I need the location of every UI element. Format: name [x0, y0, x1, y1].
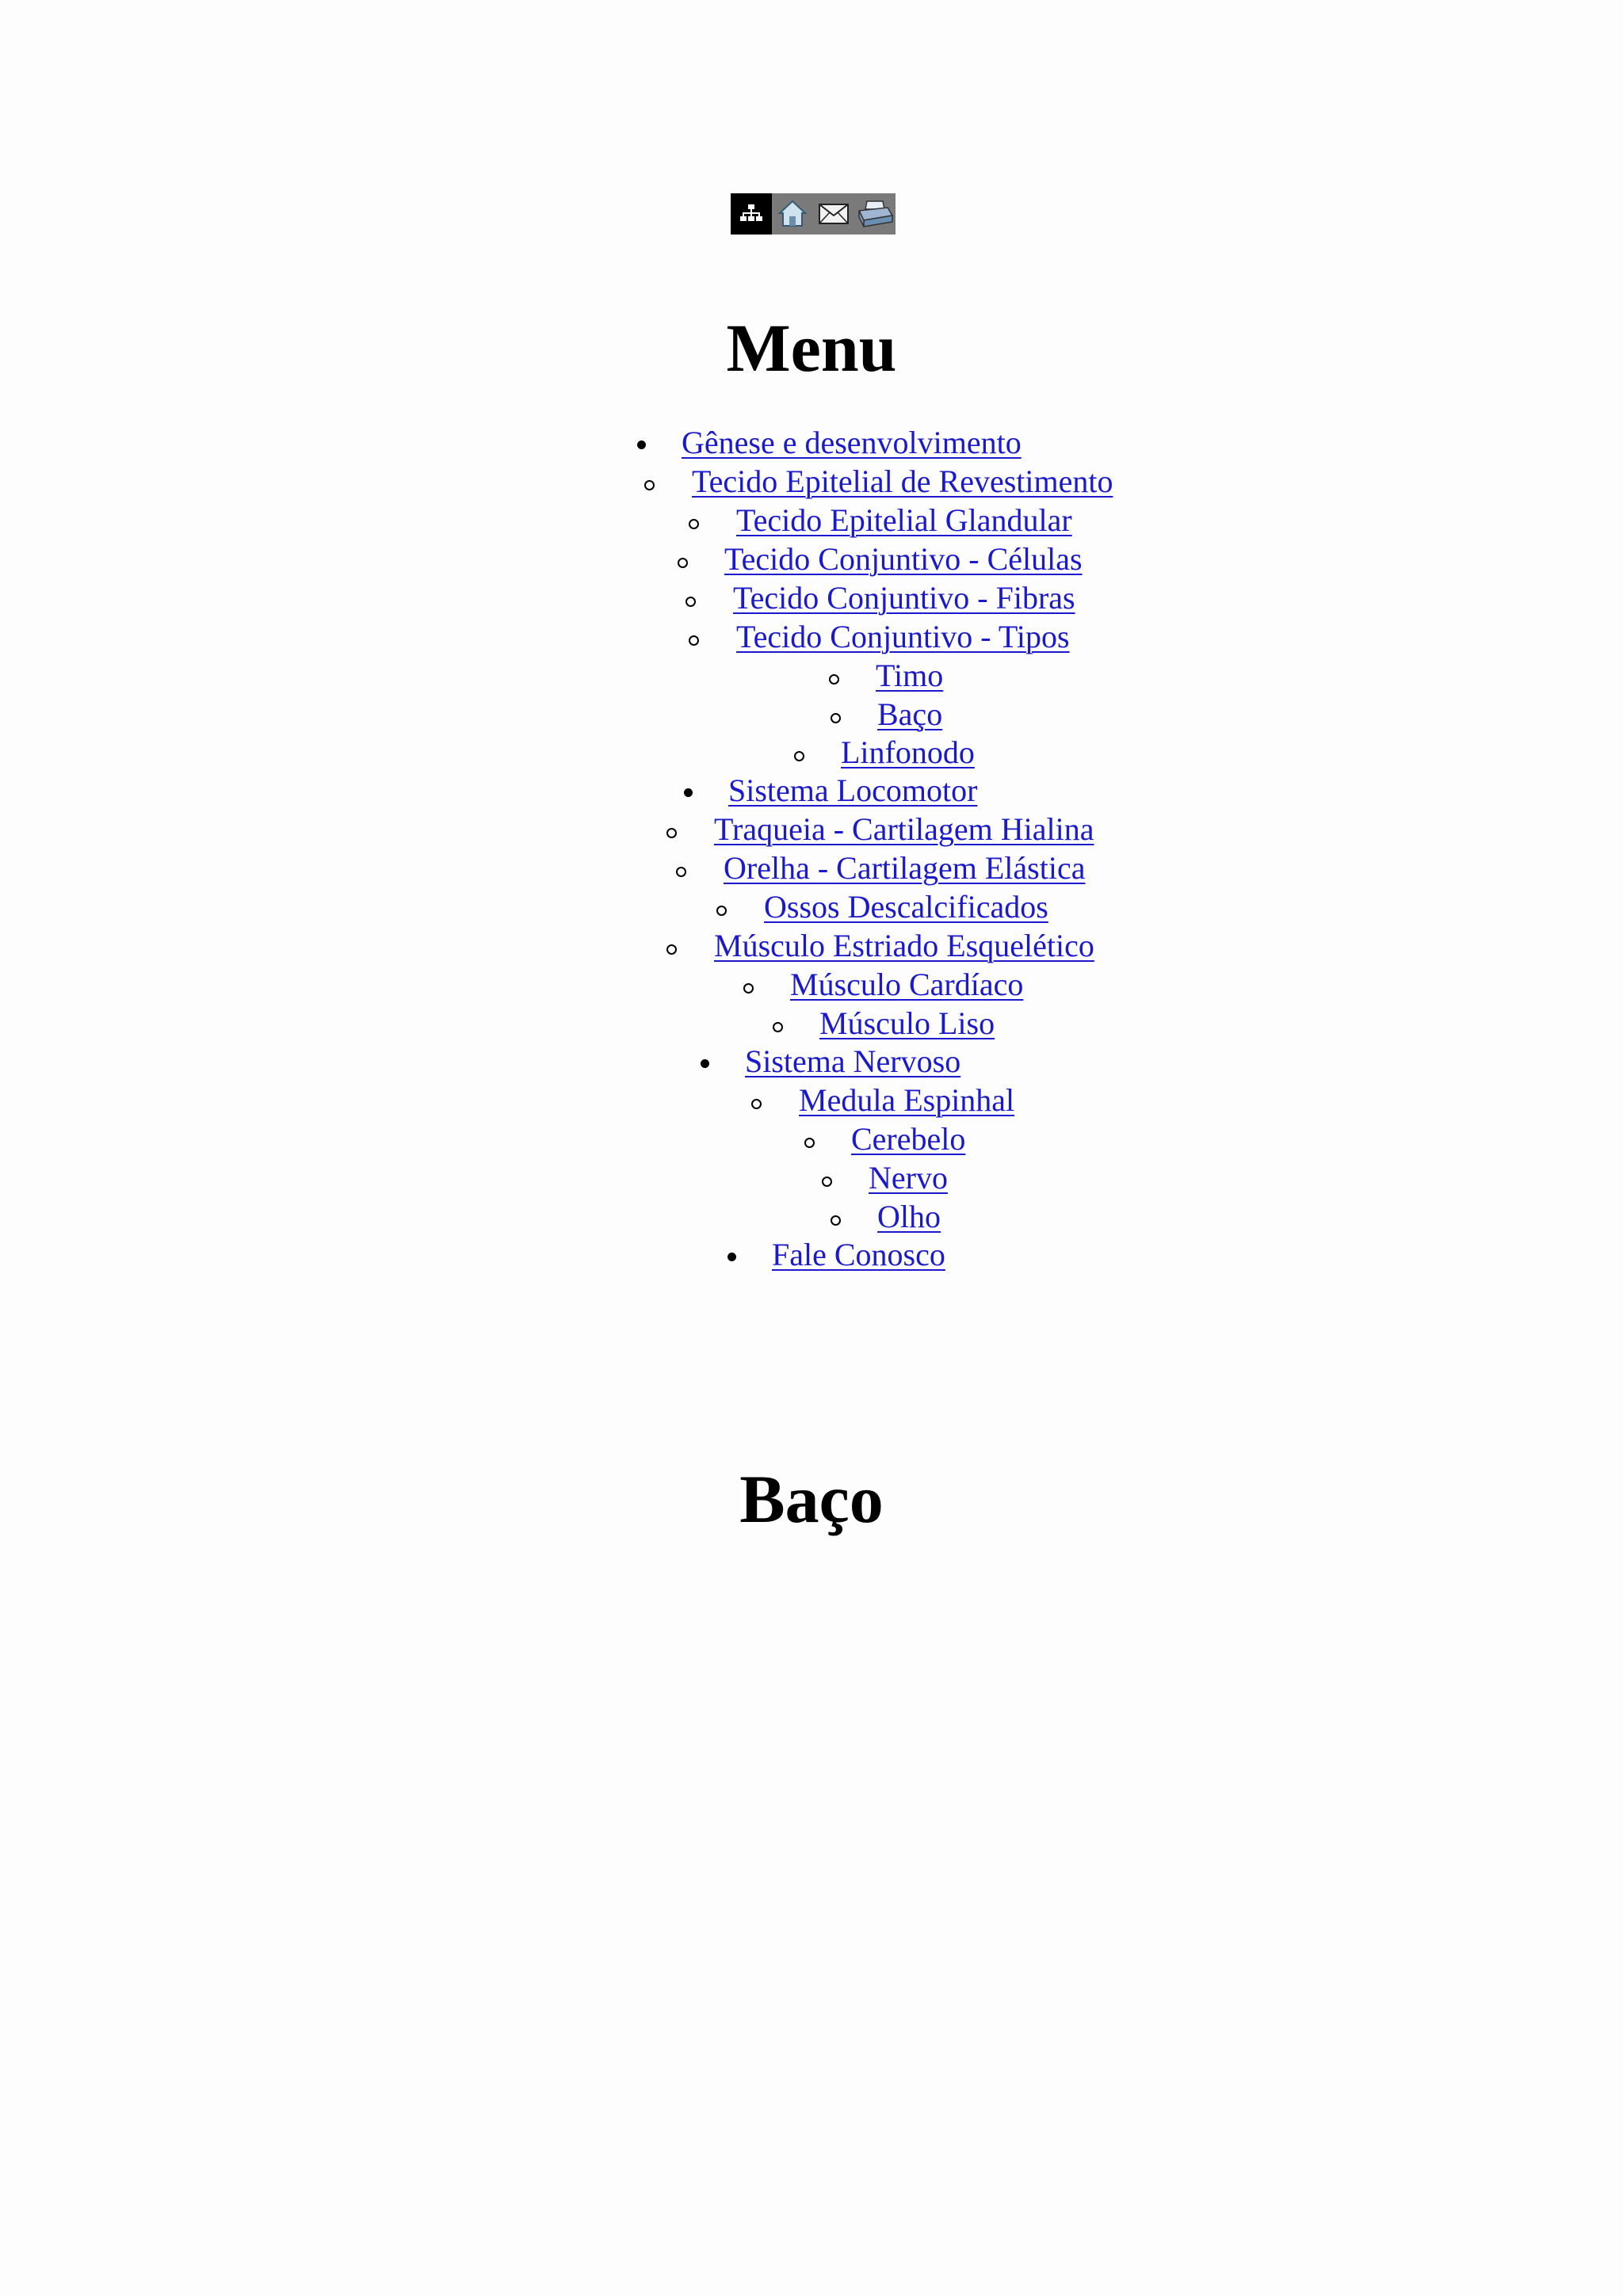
menu-item-musculo-cardiaco [738, 966, 1023, 1004]
menu-item-timo [823, 657, 943, 695]
menu-item-baco [825, 696, 942, 734]
home-button[interactable] [772, 193, 813, 235]
menu-item-sistema-locomotor [676, 772, 977, 810]
menu-link-baco[interactable]: Baço [877, 696, 943, 732]
sitemap-button[interactable] [731, 193, 772, 235]
menu-link-conjuntivo-celulas[interactable]: Tecido Conjuntivo - Células [724, 541, 1083, 577]
toolbar [731, 193, 896, 235]
menu-item-sistema-nervoso [693, 1043, 960, 1081]
mail-button[interactable] [813, 193, 854, 235]
menu-item-linfonodo [789, 734, 975, 772]
home-icon [777, 198, 808, 230]
menu-link-traqueia[interactable]: Traqueia - Cartilagem Hialina [714, 811, 1094, 847]
menu-link-tecido-epitelial-glandular[interactable]: Tecido Epitelial Glandular [736, 502, 1072, 538]
menu-link-genese[interactable]: Gênese e desenvolvimento [682, 425, 1022, 460]
menu-link-ossos[interactable]: Ossos Descalcificados [764, 889, 1048, 925]
menu-link-sistema-locomotor[interactable]: Sistema Locomotor [728, 772, 978, 808]
menu-item-medula [746, 1081, 1014, 1119]
menu-item-nervo [816, 1159, 948, 1197]
menu-item-orelha [670, 849, 1085, 887]
menu-link-linfonodo[interactable]: Linfonodo [841, 734, 975, 770]
menu-item-musculo-estriado [661, 927, 1094, 965]
menu-item-conjuntivo-fibras [680, 579, 1075, 617]
menu-item-musculo-liso [767, 1005, 995, 1043]
menu-link-medula[interactable]: Medula Espinhal [799, 1082, 1015, 1118]
menu-link-olho[interactable]: Olho [877, 1199, 941, 1234]
menu-link-tecido-epitelial-revestimento[interactable]: Tecido Epitelial de Revestimento [692, 463, 1113, 499]
menu-item-genese [629, 424, 1022, 462]
menu-item-fale-conosco [720, 1236, 945, 1274]
menu-link-sistema-nervoso[interactable]: Sistema Nervoso [745, 1043, 961, 1079]
menu-link-cerebelo[interactable]: Cerebelo [851, 1121, 966, 1157]
mail-icon [817, 200, 850, 227]
menu-item-traqueia [661, 810, 1094, 849]
menu-link-conjuntivo-fibras[interactable]: Tecido Conjuntivo - Fibras [733, 580, 1075, 616]
menu-item-tecido-epitelial-glandular [683, 502, 1072, 540]
menu-item-olho [825, 1198, 941, 1236]
page-title: Baço [739, 1461, 884, 1537]
print-button[interactable] [854, 193, 896, 235]
menu-item-conjuntivo-celulas [672, 540, 1083, 578]
printer-icon [856, 198, 894, 230]
menu-item-tecido-epitelial-revestimento [639, 463, 1113, 501]
menu-title: Menu [726, 310, 897, 386]
menu-link-musculo-cardiaco[interactable]: Músculo Cardíaco [790, 967, 1024, 1002]
menu-link-timo[interactable]: Timo [876, 658, 944, 693]
menu-link-nervo[interactable]: Nervo [869, 1160, 948, 1196]
menu-item-conjuntivo-tipos [683, 618, 1070, 656]
menu-link-fale-conosco[interactable]: Fale Conosco [772, 1237, 945, 1272]
menu-link-orelha[interactable]: Orelha - Cartilagem Elástica [724, 850, 1086, 886]
menu-item-cerebelo [799, 1120, 965, 1158]
menu-link-musculo-estriado[interactable]: Músculo Estriado Esquelético [714, 928, 1094, 963]
menu-link-conjuntivo-tipos[interactable]: Tecido Conjuntivo - Tipos [736, 619, 1070, 654]
menu-item-ossos [711, 888, 1048, 926]
menu-link-musculo-liso[interactable]: Músculo Liso [819, 1005, 995, 1041]
sitemap-icon [738, 200, 765, 227]
